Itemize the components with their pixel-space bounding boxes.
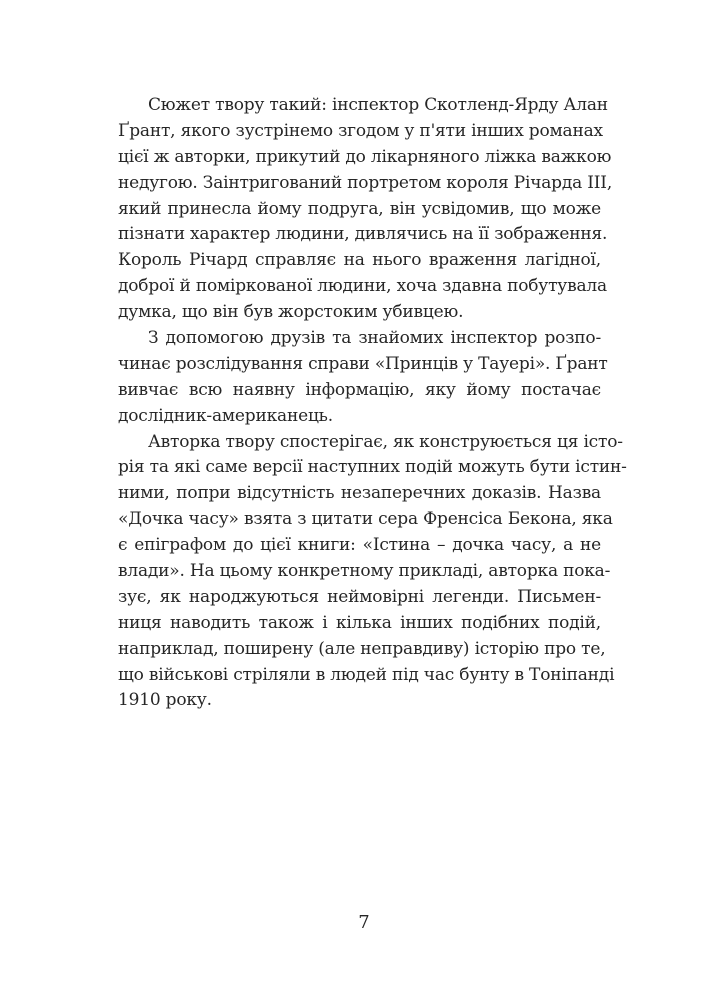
text-line: цієї ж авторки, прикутий до лікарняного ліжка важкою [118, 146, 612, 167]
body-text [118, 93, 627, 714]
text-line: Авторка твору спостерігає, як конструюється ця істо- [148, 431, 623, 452]
text-line: вивчає всю наявну інформацію, яку йому постачає [118, 379, 601, 400]
text-line: є епіграфом до цієї книги: «Істина – дочка часу, а не [118, 535, 601, 556]
text-line: що військові стріляли в людей під час бунту в Тоніпанді [118, 664, 615, 685]
text-line: «Дочка часу» взята з цитати сера Френсіса Бекона, яка [118, 509, 613, 530]
text-line: наприклад, поширену (але неправдиву) історію про те, [118, 638, 606, 659]
paragraph [118, 430, 627, 715]
text-line: влади». На цьому конкретному прикладі, авторка пока- [118, 561, 611, 582]
paragraph [118, 93, 613, 326]
text-line: Сюжет твору такий: інспектор Скотленд-Ярду Алан [148, 95, 608, 115]
text-line: З допомогою друзів та знайомих інспектор розпо- [148, 328, 601, 349]
text-line: недугою. Заінтригований портретом короля Річарда III, [118, 172, 613, 193]
text-line: доброї й поміркованої людини, хоча здавна побутувала [118, 276, 607, 297]
text-line: ниця наводить також і кілька інших подібних подій, [118, 612, 601, 633]
text-line: який принесла йому подруга, він усвідомив, що може [118, 198, 601, 219]
paragraph [118, 326, 608, 430]
text-line: Король Річард справляє на нього враження лагідної, [118, 250, 601, 271]
page-number: 7 [358, 912, 370, 933]
text-line: Ґрант, якого зустрінемо згодом у п'яти інших романах [118, 120, 603, 141]
text-line: дослідник-американець. [118, 405, 333, 426]
text-line: чинає розслідування справи «Принців у Тауері». Ґрант [118, 353, 608, 374]
text-line: ними, попри відсутність незаперечних доказів. Назва [118, 483, 601, 504]
text-line: пізнати характер людини, дивлячись на її зображення. [118, 224, 608, 245]
text-line: рія та які саме версії наступних подій можуть бути істин- [118, 457, 627, 478]
text-line: 1910 року. [118, 690, 212, 711]
text-line: думка, що він був жорстоким убивцею. [118, 302, 464, 323]
text-line: зує, як народжуються неймовірні легенди. Письмен- [118, 586, 601, 607]
